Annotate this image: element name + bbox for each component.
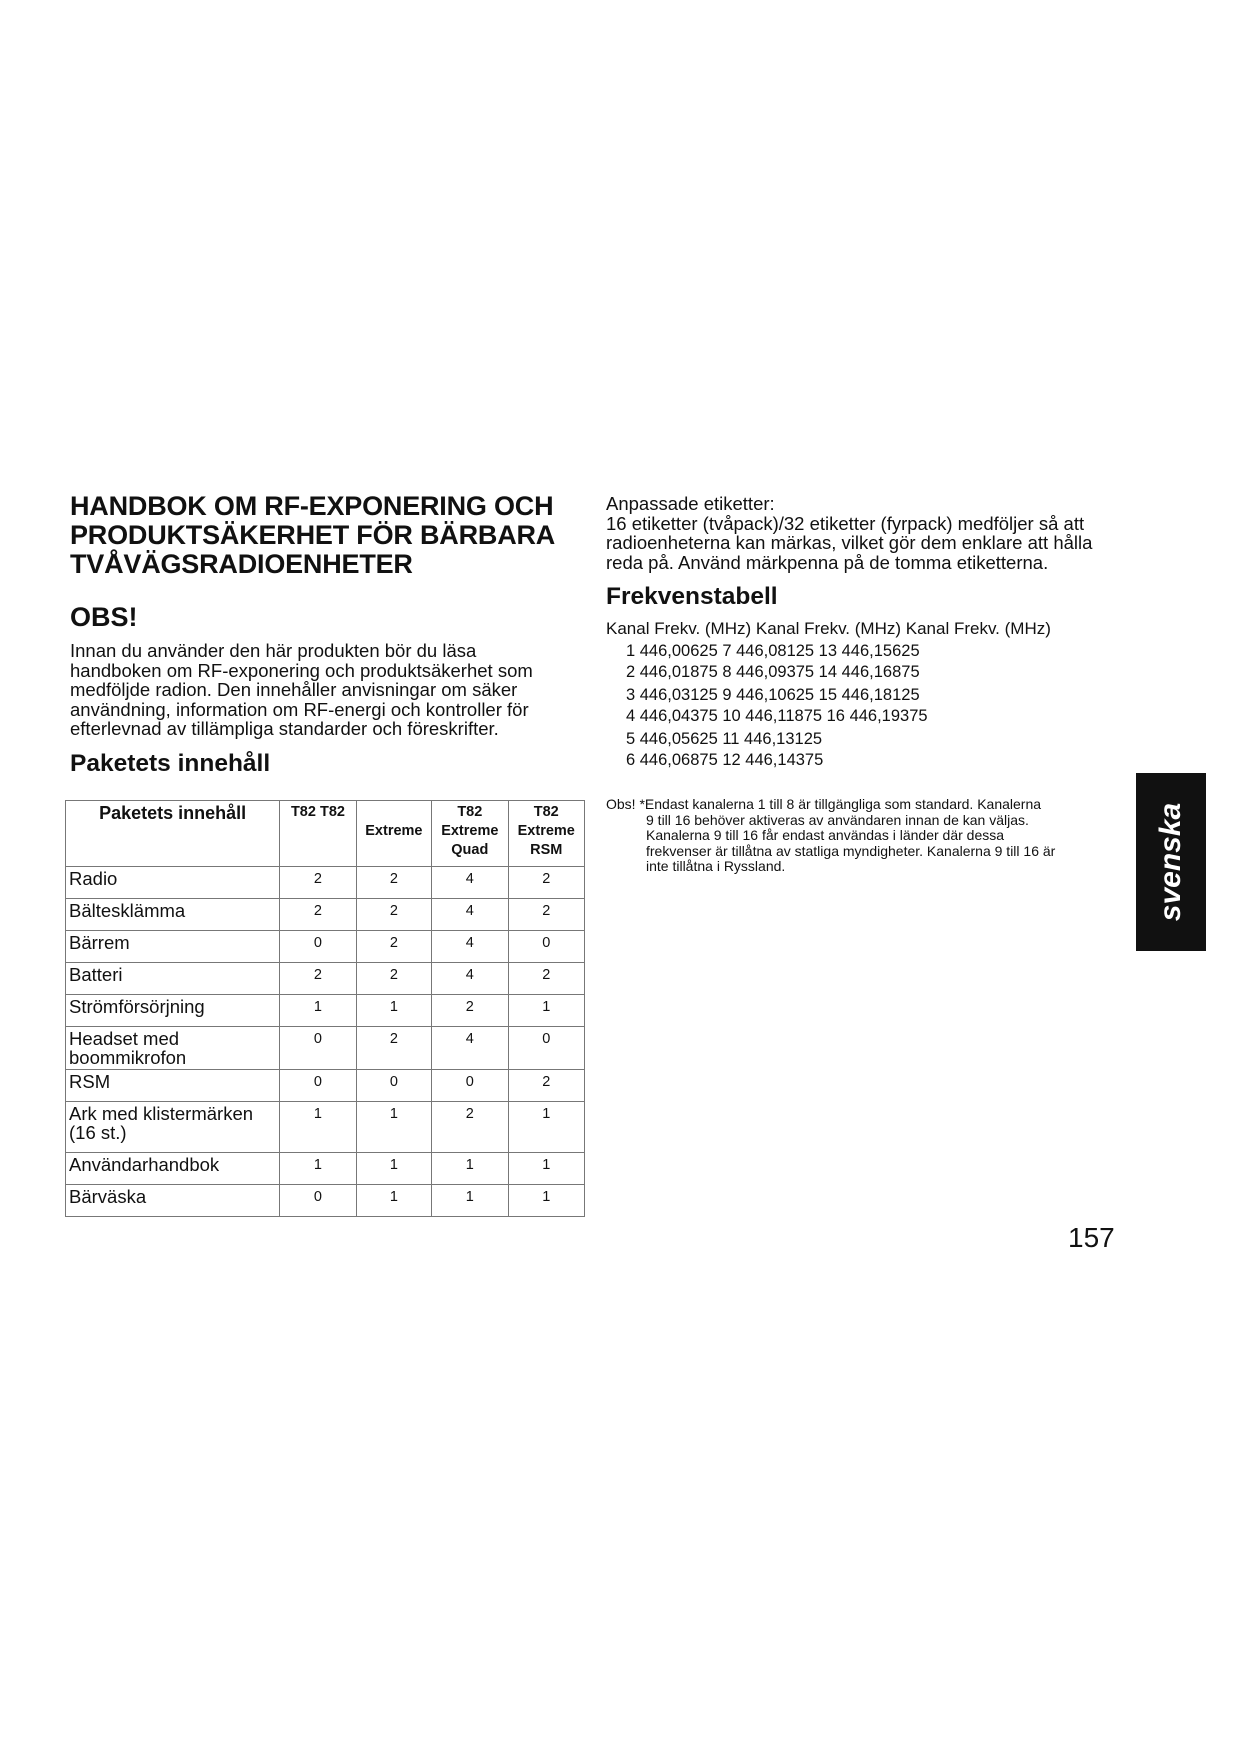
table-row <box>66 995 585 1027</box>
quantity-cell: 1 <box>356 995 431 1027</box>
item-name-cell: RSM <box>66 1070 280 1102</box>
quantity-cell: 2 <box>280 867 356 899</box>
item-name-cell: Strömförsörjning <box>66 995 280 1027</box>
item-name-cell: Ark med klistermärken (16 st.) <box>66 1102 280 1153</box>
table-row <box>66 1027 585 1070</box>
channel-note: Obs! *Endast kanalerna 1 till 8 är tillgängliga som standard. Kanalerna 9 till 16 behöver aktiveras av användaren innan de kan väljas. Kanalerna 9 till 16 får endast användas i länder där dessa frekvenser är tillåtna av statliga myndigheter. Kanalerna 9 till 16 är inte tillåtna i Ryssland. <box>606 796 1056 874</box>
column-header: T82 Extreme Quad <box>432 801 508 867</box>
item-name-cell: Batteri <box>66 963 280 995</box>
quantity-cell: 4 <box>432 867 508 899</box>
quantity-cell: 2 <box>508 1070 584 1102</box>
quantity-cell: 0 <box>356 1070 431 1102</box>
item-name-cell: Headset med boommikrofon <box>66 1027 280 1070</box>
frequency-row: 2 446,01875 8 446,09375 14 446,16875 <box>626 662 920 681</box>
quantity-cell: 4 <box>432 899 508 931</box>
quantity-cell: 1 <box>280 995 356 1027</box>
quantity-cell: 2 <box>356 899 431 931</box>
quantity-cell: 1 <box>432 1153 508 1185</box>
obs-paragraph: Innan du använder den här produkten bör du läsa handboken om RF-exponering och produktsäkerhet som medföljde radion. Den innehåller anvisningar om säker användning, information om RF-energi och kontroller för efterlevnad av tillämpliga standarder och föreskrifter. <box>70 640 533 739</box>
quantity-cell: 4 <box>432 931 508 963</box>
quantity-cell: 1 <box>356 1102 431 1153</box>
package-contents-heading: Paketets innehåll <box>70 750 271 777</box>
quantity-cell: 0 <box>432 1070 508 1102</box>
table-header-row <box>66 801 585 867</box>
quantity-cell: 1 <box>508 1102 584 1153</box>
quantity-cell: 1 <box>356 1153 431 1185</box>
quantity-cell: 2 <box>280 899 356 931</box>
quantity-cell: 1 <box>280 1153 356 1185</box>
frequency-row: 4 446,04375 10 446,11875 16 446,19375 <box>626 706 928 725</box>
item-name-cell: Bärrem <box>66 931 280 963</box>
table-row <box>66 1153 585 1185</box>
quantity-cell: 2 <box>432 1102 508 1153</box>
quantity-cell: 0 <box>280 1027 356 1070</box>
quantity-cell: 1 <box>356 1185 431 1217</box>
table-row <box>66 867 585 899</box>
quantity-cell: 1 <box>432 1185 508 1217</box>
quantity-cell: 2 <box>356 963 431 995</box>
quantity-cell: 1 <box>508 1153 584 1185</box>
frequency-table <box>626 641 928 770</box>
main-title: HANDBOK OM RF-EXPONERING OCH PRODUKTSÄKERHET FÖR BÄRBARA TVÅVÄGSRADIOENHETER <box>70 491 556 579</box>
table-row <box>66 931 585 963</box>
quantity-cell: 2 <box>508 867 584 899</box>
frequency-row: 1 446,00625 7 446,08125 13 446,15625 <box>626 642 920 660</box>
quantity-cell: 2 <box>356 1027 431 1070</box>
frequency-table-heading: Frekvenstabell <box>606 583 778 610</box>
quantity-cell: 2 <box>356 931 431 963</box>
quantity-cell: 2 <box>356 867 431 899</box>
table-row <box>66 1070 585 1102</box>
obs-heading: OBS! <box>70 602 138 632</box>
table-row <box>66 899 585 931</box>
quantity-cell: 2 <box>508 963 584 995</box>
quantity-cell: 2 <box>280 963 356 995</box>
table-row <box>66 963 585 995</box>
quantity-cell: 0 <box>508 931 584 963</box>
quantity-cell: 2 <box>508 899 584 931</box>
language-tab-label: svenska <box>1154 802 1187 922</box>
quantity-cell: 1 <box>508 995 584 1027</box>
frequency-row: 3 446,03125 9 446,10625 15 446,18125 <box>626 686 920 704</box>
page-number: 157 <box>1068 1222 1115 1253</box>
column-header: Paketets innehåll <box>66 801 280 867</box>
quantity-cell: 2 <box>432 995 508 1027</box>
column-header: T82 T82 <box>280 801 356 867</box>
quantity-cell: 0 <box>508 1027 584 1070</box>
item-name-cell: Radio <box>66 867 280 899</box>
quantity-cell: 0 <box>280 1185 356 1217</box>
item-name-cell: Bärväska <box>66 1185 280 1217</box>
package-contents-table <box>65 800 585 1217</box>
item-name-cell: Användarhandbok <box>66 1153 280 1185</box>
frequency-table-header: Kanal Frekv. (MHz) Kanal Frekv. (MHz) Kanal Frekv. (MHz) <box>606 619 1051 638</box>
table-row <box>66 1102 585 1153</box>
quantity-cell: 4 <box>432 963 508 995</box>
language-side-tab <box>1136 773 1206 951</box>
custom-labels-paragraph: Anpassade etiketter: 16 etiketter (tvåpack)/32 etiketter (fyrpack) medföljer så att radioenheterna kan märkas, vilket gör dem enklare att hålla reda på. Använd märkpenna på de tomma etiketterna. <box>606 493 1093 573</box>
column-header: T82 Extreme RSM <box>508 801 584 867</box>
quantity-cell: 1 <box>508 1185 584 1217</box>
quantity-cell: 0 <box>280 931 356 963</box>
column-header: Extreme <box>356 801 431 867</box>
quantity-cell: 1 <box>280 1102 356 1153</box>
frequency-row: 6 446,06875 12 446,14375 <box>626 750 824 769</box>
frequency-row: 5 446,05625 11 446,13125 <box>626 730 823 748</box>
item-name-cell: Bältesklämma <box>66 899 280 931</box>
table-row <box>66 1185 585 1217</box>
quantity-cell: 0 <box>280 1070 356 1102</box>
quantity-cell: 4 <box>432 1027 508 1070</box>
